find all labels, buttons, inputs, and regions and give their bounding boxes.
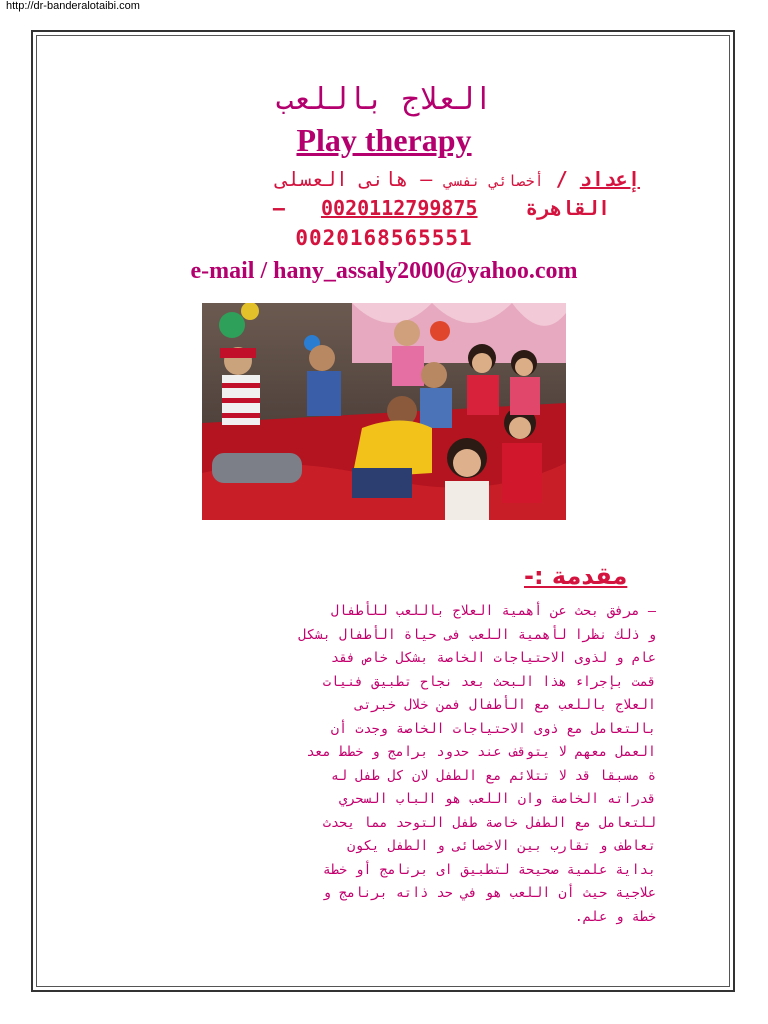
source-url: http://dr-banderalotaibi.com [6, 0, 140, 12]
phone-number-2: 0020168565551 [295, 226, 473, 250]
author-dash: – [420, 167, 433, 191]
intro-line: علاجية حيث أن اللعب هو في حد ذاته برنامج و [322, 885, 656, 901]
intro-line: بالتعامل مع ذوى الاحتياجات الخاصة وجدت أن [330, 720, 656, 737]
intro-line: خطة و علم. [574, 908, 656, 925]
intro-line: للتعامل مع الطفل خاصة طفل التوحد مما يحدث [322, 814, 656, 831]
intro-line: ة مسبقا قد لا تتلائم مع الطفل لان كل طفل له [330, 767, 656, 784]
phone-line [150, 196, 610, 220]
intro-line: تعاطف و تقارب بين الاخصائى و الطفل يكون [347, 838, 656, 854]
intro-line: العلاج باللعب مع الأطفال فمن خلال خبرتى [355, 697, 656, 713]
author-name: هانى العسلى [275, 167, 409, 191]
intro-paragraph [116, 600, 656, 929]
intro-line: قدراته الخاصة وان اللعب هو الباب السحري [339, 791, 656, 807]
intro-line: بداية علمية صحيحة لتطبيق اى برنامج أو خطة [322, 861, 656, 878]
author-profession: أخصائي نفسي [444, 172, 544, 190]
intro-line: قمت بإجراء هذا البحث بعد نجاح تطبيق فنيات [322, 673, 656, 690]
intro-line: عام و لذوى الاحتياجات الخاصة بشكل خاص فقد [330, 650, 656, 666]
intro-line: و ذلك نظرا لأهمية اللعب فى حياة الأطفال بشكل [298, 626, 656, 643]
email-line: e-mail / hany_assaly2000@yahoo.com [190, 258, 578, 284]
arabic-title: العلاج باللعب [275, 82, 493, 117]
english-title: Play therapy [296, 122, 472, 158]
intro-heading: مقدمة :- [524, 562, 628, 590]
prepared-by-label: إعداد [579, 167, 640, 191]
phone-dash: – [272, 196, 285, 220]
phone-number-1: 0020112799875 [320, 196, 478, 220]
author-slash: / [555, 167, 568, 191]
city-label: القاهرة [525, 196, 610, 220]
intro-line: العمل معهم لا يتوقف عند حدود برامج و خطط معد [306, 744, 656, 760]
author-line [110, 165, 640, 195]
children-playing-photo [202, 303, 566, 520]
intro-line: – مرفق بحث عن أهمية العلاج باللعب للأطفال [330, 603, 656, 619]
